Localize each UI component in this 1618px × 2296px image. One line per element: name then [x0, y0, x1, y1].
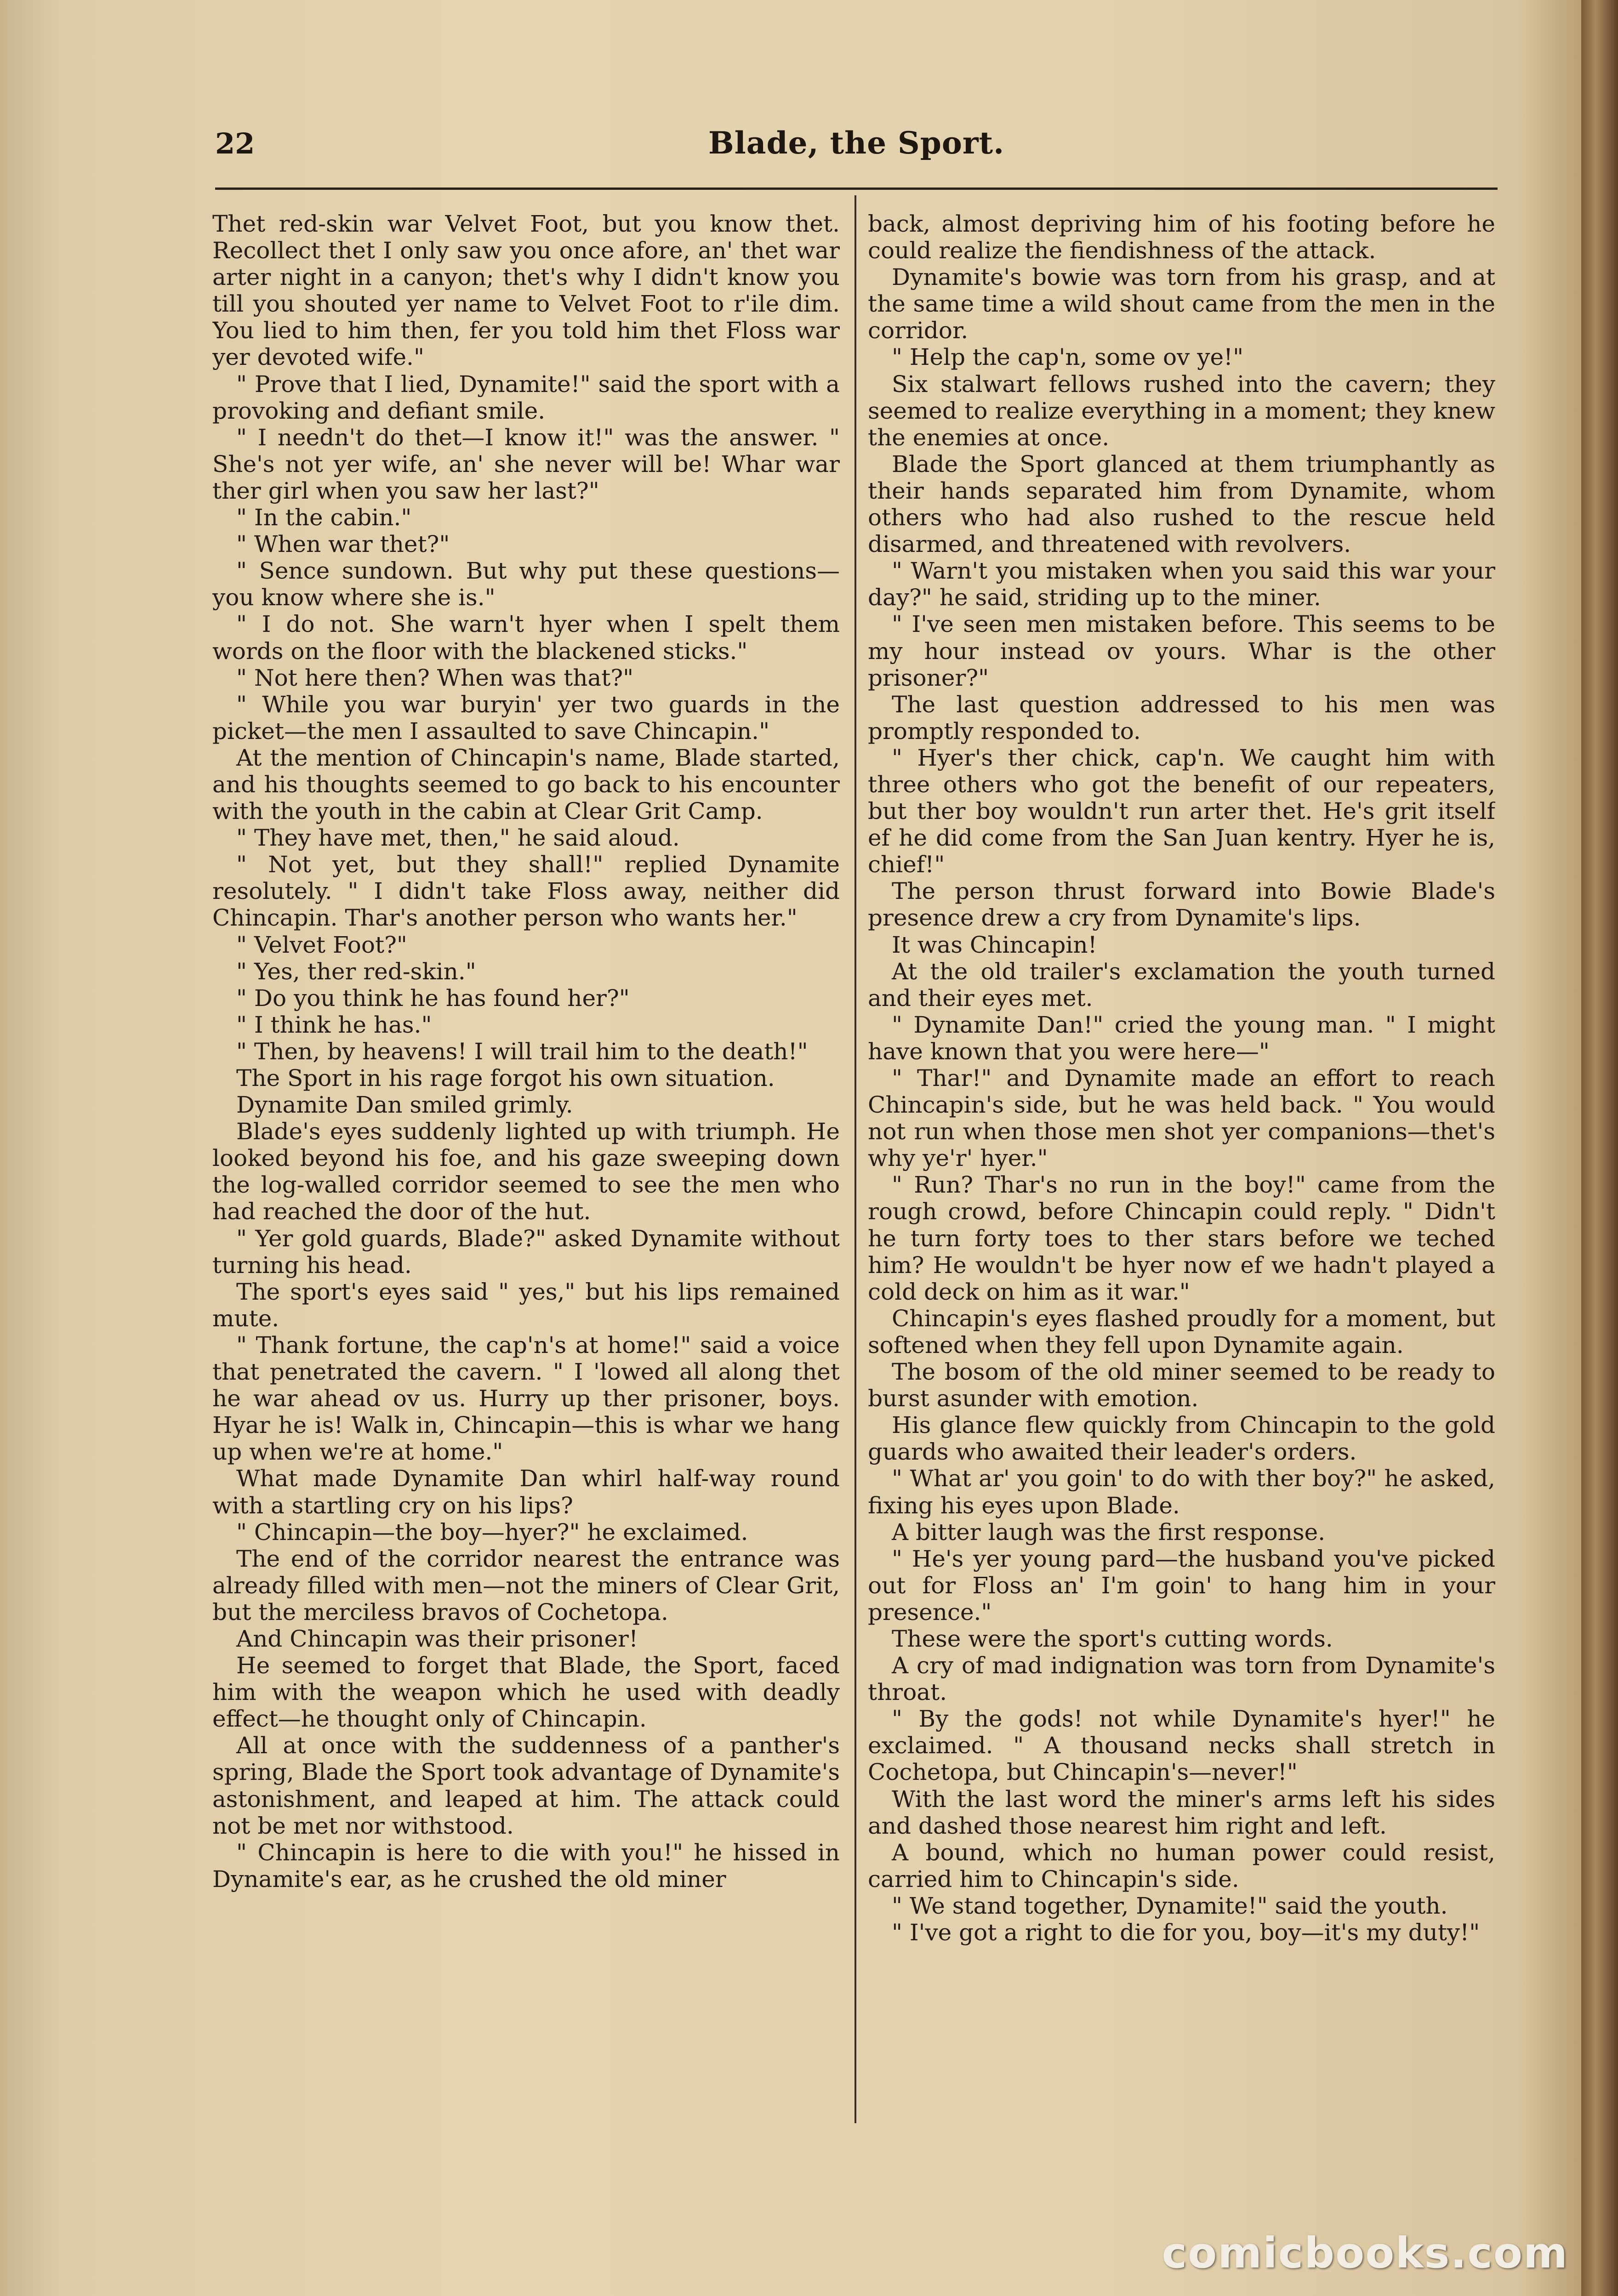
paragraph: These were the sport's cutting words. — [892, 1625, 1333, 1652]
paragraph: Blade the Sport glanced at them triumphantly as their hands separated him from Dynamite, whom others who had also rushed to the rescue held disarmed, and threatened with revolvers. — [868, 450, 1495, 558]
watermark: comicbooks.com — [1162, 2228, 1568, 2278]
paragraph: " I needn't do thet—I know it!" was the answer. " She's not yer wife, an' she never will be! Whar war ther girl when you saw her last?" — [212, 424, 840, 504]
paragraph: Blade's eyes suddenly lighted up with triumph. He looked beyond his foe, and his gaze sweeping down the log-walled corridor seemed to see the men who had reached the door of the hut. — [212, 1118, 840, 1225]
paragraph: " He's yer young pard—the husband you've picked out for Floss an' I'm goin' to hang him in your presence." — [868, 1545, 1495, 1625]
column-divider — [855, 195, 856, 2123]
paragraph: Thet red-skin war Velvet Foot, but you know thet. Recollect thet I only saw you once afore, an' thet war arter night in a canyon; thet's why I didn't know you till you shouted yer name to Velvet Foot to r'ile dim. You lied to him then, fer you told him thet Floss war yer devoted wife." — [212, 210, 840, 371]
paragraph: He seemed to forget that Blade, the Sport, faced him with the weapon which he used with deadly effect—he thought only of Chincapin. — [212, 1652, 840, 1733]
paragraph: " Sence sundown. But why put these questions—you know where she is." — [212, 557, 840, 611]
paragraph: " Chincapin is here to die with you!" he hissed in Dynamite's ear, as he crushed the old miner — [212, 1839, 840, 1892]
paragraph: The last question addressed to his men was promptly responded to. — [868, 691, 1495, 744]
paragraph: " Thank fortune, the cap'n's at home!" said a voice that penetrated the cavern. " I 'lowed all along thet he war ahead ov us. Hurry up ther prisoner, boys. Hyar he is! Walk in, Chincapin—this is whar we hang up when we're at home." — [212, 1331, 840, 1466]
paragraph: " Thar!" and Dynamite made an effort to reach Chincapin's side, but he was held back. " You would not run when those men shot yer companions—thet's why ye'r' hyer." — [868, 1065, 1495, 1172]
paragraph: A bound, which no human power could resist, carried him to Chincapin's side. — [868, 1839, 1495, 1892]
paragraph: Chincapin's eyes flashed proudly for a moment, but softened when they fell upon Dynamite again. — [868, 1305, 1495, 1358]
page-header — [215, 119, 1498, 174]
paragraph: Dynamite Dan smiled grimly. — [236, 1091, 573, 1119]
page-edge — [1581, 0, 1618, 2296]
paragraph: " Yes, ther red-skin." — [236, 958, 476, 985]
paragraph: " Do you think he has found her?" — [236, 984, 630, 1012]
paragraph: " Help the cap'n, some ov ye!" — [892, 344, 1244, 371]
left-column — [212, 210, 840, 2118]
header-rule — [215, 188, 1498, 190]
paragraph: " Dynamite Dan!" cried the young man. " I might have known that you were here—" — [868, 1011, 1495, 1065]
paragraph: And Chincapin was their prisoner! — [236, 1625, 638, 1652]
paragraph: " Run? Thar's no run in the boy!" came from the rough crowd, before Chincapin could reply. " Didn't he turn forty toes to ther stars before we teched him? He wouldn't be hyer now ef we hadn't played a cold deck on him as it war." — [868, 1171, 1495, 1305]
paragraph: " By the gods! not while Dynamite's hyer!" he exclaimed. " A thousand necks shall stretch in Cochetopa, but Chincapin's—never!" — [868, 1705, 1495, 1786]
paragraph: His glance flew quickly from Chincapin to the gold guards who awaited their leader's orders. — [868, 1412, 1495, 1466]
paragraph: A cry of mad indignation was torn from Dynamite's throat. — [868, 1652, 1495, 1706]
paragraph: It was Chincapin! — [892, 931, 1097, 958]
paragraph: With the last word the miner's arms left his sides and dashed those nearest him right and left. — [868, 1785, 1495, 1839]
paragraph: The sport's eyes said " yes," but his lips remained mute. — [212, 1278, 840, 1332]
paragraph: " I've got a right to die for you, boy—it's my duty!" — [892, 1919, 1480, 1946]
paragraph: " Not yet, but they shall!" replied Dynamite resolutely. " I didn't take Floss away, neither did Chincapin. Thar's another person who wants her." — [212, 851, 840, 932]
paragraph: At the mention of Chincapin's name, Blade started, and his thoughts seemed to go back to his encounter with the youth in the cabin at Clear Grit Camp. — [212, 744, 840, 825]
paragraph: " Warn't you mistaken when you said this war your day?" he said, striding up to the miner. — [868, 557, 1495, 611]
page-number: 22 — [215, 127, 255, 160]
paragraph: All at once with the suddenness of a panther's spring, Blade the Sport took advantage of Dynamite's astonishment, and leaped at him. The attack could not be met nor withstood. — [212, 1732, 840, 1839]
paragraph: " Not here then? When was that?" — [236, 664, 634, 691]
paragraph: A bitter laugh was the first response. — [892, 1518, 1326, 1546]
paragraph: The bosom of the old miner seemed to be ready to burst asunder with emotion. — [868, 1358, 1495, 1412]
paragraph: " What ar' you goin' to do with ther boy?" he asked, fixing his eyes upon Blade. — [868, 1465, 1495, 1519]
paragraph: " Hyer's ther chick, cap'n. We caught him with three others who got the benefit of our repeaters, but ther boy wouldn't run arter thet. He's grit itself ef he did come from the San Juan kentry. Hyer he is, chief!" — [868, 744, 1495, 878]
paragraph: What made Dynamite Dan whirl half-way round with a startling cry on his lips? — [212, 1465, 840, 1519]
paragraph: back, almost depriving him of his footing before he could realize the fiendishness of the attack. — [868, 210, 1495, 264]
paragraph: " Yer gold guards, Blade?" asked Dynamite without turning his head. — [212, 1225, 840, 1279]
paragraph: " Prove that I lied, Dynamite!" said the sport with a provoking and defiant smile. — [212, 370, 840, 424]
paragraph: The person thrust forward into Bowie Blade's presence drew a cry from Dynamite's lips. — [868, 878, 1495, 932]
running-title: Blade, the Sport. — [708, 125, 1005, 161]
paragraph: The Sport in his rage forgot his own situation. — [236, 1065, 775, 1091]
right-column — [868, 210, 1495, 2118]
paragraph: " They have met, then," he said aloud. — [236, 824, 680, 852]
paragraph: " While you war buryin' yer two guards in the picket—the men I assaulted to save Chincapin." — [212, 691, 840, 744]
paragraph: The end of the corridor nearest the entrance was already filled with men—not the miners of Clear Grit, but the merciless bravos of Cochetopa. — [212, 1545, 840, 1625]
paragraph: Six stalwart fellows rushed into the cavern; they seemed to realize everything in a moment; they knew the enemies at once. — [868, 370, 1495, 451]
paragraph: Dynamite's bowie was torn from his grasp, and at the same time a wild shout came from the men in the corridor. — [868, 264, 1495, 344]
paragraph: " I do not. She warn't hyer when I spelt them words on the floor with the blackened sticks." — [212, 611, 840, 665]
paragraph: " Velvet Foot?" — [236, 931, 407, 958]
paragraph: " I think he has." — [236, 1011, 432, 1038]
paragraph: At the old trailer's exclamation the youth turned and their eyes met. — [868, 958, 1495, 1012]
paragraph: " In the cabin." — [236, 504, 412, 531]
paragraph: " Chincapin—the boy—hyer?" he exclaimed. — [236, 1518, 748, 1546]
paragraph: " I've seen men mistaken before. This seems to be my hour instead ov yours. Whar is the other prisoner?" — [868, 611, 1495, 691]
paragraph: " Then, by heavens! I will trail him to the death!" — [236, 1038, 808, 1065]
paragraph: " When war thet?" — [236, 531, 450, 558]
paragraph: " We stand together, Dynamite!" said the youth. — [892, 1892, 1448, 1919]
